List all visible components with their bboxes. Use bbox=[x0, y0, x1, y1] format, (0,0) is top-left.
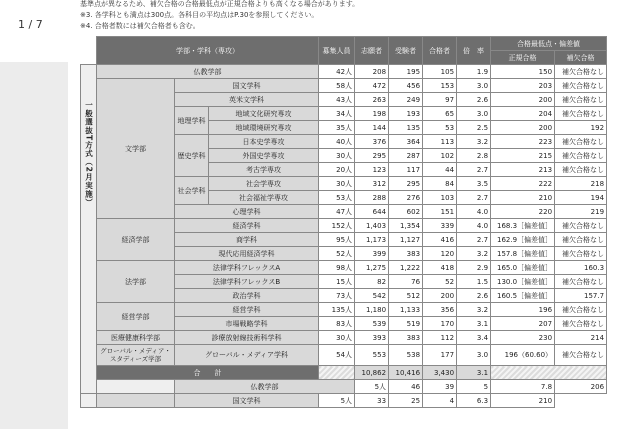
cell: 76 bbox=[389, 275, 423, 289]
row-name: 心理学科 bbox=[175, 205, 319, 219]
cell: 5人 bbox=[355, 380, 389, 394]
row-name: 外国史学専攻 bbox=[209, 149, 319, 163]
cell: 117 bbox=[389, 163, 423, 177]
row-name: 社会学専攻 bbox=[209, 177, 319, 191]
cell: 206 bbox=[555, 380, 607, 394]
group-name: 社会学科 bbox=[175, 177, 209, 205]
col-dept: 学部・学科（専攻） bbox=[97, 37, 319, 65]
cell: 3.2 bbox=[457, 135, 491, 149]
cell: 43人 bbox=[319, 93, 355, 107]
row-name: 仏教学部 bbox=[97, 65, 319, 79]
cell: 1,222 bbox=[389, 261, 423, 275]
cell: 215 bbox=[491, 149, 555, 163]
cell: 312 bbox=[355, 177, 389, 191]
cell: 補欠合格なし bbox=[555, 107, 607, 121]
cell: 5人 bbox=[319, 394, 355, 408]
cell: 168.3［偏差值］ bbox=[491, 219, 555, 233]
cell: 1,403 bbox=[355, 219, 389, 233]
cell: 288 bbox=[355, 191, 389, 205]
cell: 7.8 bbox=[491, 380, 555, 394]
cell: 472 bbox=[355, 79, 389, 93]
cell: 162.9［偏差值］ bbox=[491, 233, 555, 247]
cell: 150 bbox=[491, 65, 555, 79]
cell: 602 bbox=[389, 205, 423, 219]
cell: 97 bbox=[423, 93, 457, 107]
group-name: 経済学部 bbox=[97, 219, 175, 261]
cell: 3.1 bbox=[457, 366, 491, 380]
cell: 152人 bbox=[319, 219, 355, 233]
section-label-cell bbox=[81, 65, 97, 394]
cell: 33 bbox=[355, 394, 389, 408]
row-name: 診療放射線技術科学科 bbox=[175, 331, 319, 345]
table-row bbox=[81, 261, 607, 275]
section-label: 一般選抜T方式（2月実施） bbox=[84, 101, 94, 207]
cell: 170 bbox=[423, 317, 457, 331]
cell: 153 bbox=[423, 79, 457, 93]
cell: 補欠合格なし bbox=[555, 247, 607, 261]
cell: 123 bbox=[355, 163, 389, 177]
cell: 補欠合格なし bbox=[555, 233, 607, 247]
cell: 40人 bbox=[319, 135, 355, 149]
cell: 10,416 bbox=[389, 366, 423, 380]
cell: 1,180 bbox=[355, 303, 389, 317]
cell: 2.6 bbox=[457, 93, 491, 107]
cell: 120 bbox=[423, 247, 457, 261]
cell: 200 bbox=[423, 289, 457, 303]
cell: 1,127 bbox=[389, 233, 423, 247]
cell: 456 bbox=[389, 79, 423, 93]
cell: 542 bbox=[355, 289, 389, 303]
admission-results-table bbox=[80, 36, 607, 408]
cell: 30人 bbox=[319, 149, 355, 163]
cell: 3.4 bbox=[457, 331, 491, 345]
document-page bbox=[72, 0, 640, 429]
cell: 補欠合格なし bbox=[555, 275, 607, 289]
cell: 105 bbox=[423, 65, 457, 79]
cell: 42人 bbox=[319, 65, 355, 79]
cell: 210 bbox=[491, 394, 555, 408]
cell: 165.0［偏差值］ bbox=[491, 261, 555, 275]
cell: 補欠合格なし bbox=[555, 79, 607, 93]
cell: 1,133 bbox=[389, 303, 423, 317]
cell: 補欠合格なし bbox=[555, 303, 607, 317]
group-name: 歴史学科 bbox=[175, 135, 209, 177]
cell: 82 bbox=[355, 275, 389, 289]
row-name: 市場戦略学科 bbox=[175, 317, 319, 331]
cell: 65 bbox=[423, 107, 457, 121]
cell: 98人 bbox=[319, 261, 355, 275]
cell: 2.7 bbox=[457, 233, 491, 247]
cell: 200 bbox=[491, 121, 555, 135]
cell: 3,430 bbox=[423, 366, 457, 380]
cell: 383 bbox=[389, 247, 423, 261]
cell: 220 bbox=[491, 205, 555, 219]
cell: 3.2 bbox=[457, 247, 491, 261]
cell: 219 bbox=[555, 205, 607, 219]
row-name: 仏教学部 bbox=[175, 380, 355, 394]
cell: 103 bbox=[423, 191, 457, 205]
cell: 193 bbox=[389, 107, 423, 121]
cell: 200 bbox=[491, 93, 555, 107]
cell: 1,173 bbox=[355, 233, 389, 247]
cell: 151 bbox=[423, 205, 457, 219]
cell: 6.3 bbox=[457, 394, 491, 408]
table-row bbox=[81, 380, 607, 394]
cell: 295 bbox=[389, 177, 423, 191]
cell: 30人 bbox=[319, 331, 355, 345]
cell: 160.3 bbox=[555, 261, 607, 275]
row-name: 法律学科フレックスA bbox=[175, 261, 319, 275]
cell: 135人 bbox=[319, 303, 355, 317]
page-indicator: 1 / 7 bbox=[18, 18, 43, 31]
cell: 95人 bbox=[319, 233, 355, 247]
cell: 4.0 bbox=[457, 219, 491, 233]
cell: 4.0 bbox=[457, 205, 491, 219]
cell: 214 bbox=[555, 331, 607, 345]
cell: 1.5 bbox=[457, 275, 491, 289]
group-name: 医療健康科学部 bbox=[97, 331, 175, 345]
cell: 補欠合格なし bbox=[555, 163, 607, 177]
cell: 157.8［偏差值］ bbox=[491, 247, 555, 261]
cell: 339 bbox=[423, 219, 457, 233]
col-ratio: 倍 率 bbox=[457, 37, 491, 65]
cell: 249 bbox=[389, 93, 423, 107]
row-name: 商学科 bbox=[175, 233, 319, 247]
cell: 196 bbox=[491, 303, 555, 317]
cell: 30人 bbox=[319, 177, 355, 191]
cell: 295 bbox=[355, 149, 389, 163]
cell: 383 bbox=[389, 331, 423, 345]
cell: 15人 bbox=[319, 275, 355, 289]
cell: 52 bbox=[423, 275, 457, 289]
table-row bbox=[81, 345, 607, 366]
group-name: 経営学部 bbox=[97, 303, 175, 331]
cell: 3.0 bbox=[457, 345, 491, 366]
row-name: 政治学科 bbox=[175, 289, 319, 303]
cell: 416 bbox=[423, 233, 457, 247]
col-applicants: 志願者 bbox=[355, 37, 389, 65]
cell: 補欠合格なし bbox=[555, 317, 607, 331]
row-name: 英米文学科 bbox=[175, 93, 319, 107]
cell: 20人 bbox=[319, 163, 355, 177]
total-label: 合 計 bbox=[97, 366, 319, 380]
total-row bbox=[81, 366, 607, 380]
cell: 538 bbox=[389, 345, 423, 366]
cell: 218 bbox=[555, 177, 607, 191]
cell: 34人 bbox=[319, 107, 355, 121]
cell: 157.7 bbox=[555, 289, 607, 303]
cell: 4 bbox=[423, 394, 457, 408]
cell: 52人 bbox=[319, 247, 355, 261]
cell: 53人 bbox=[319, 191, 355, 205]
cell: 356 bbox=[423, 303, 457, 317]
thumbnail-sidebar bbox=[0, 0, 68, 429]
cell: 補欠合格なし bbox=[555, 345, 607, 366]
row-name: 考古学専攻 bbox=[209, 163, 319, 177]
cell: 263 bbox=[355, 93, 389, 107]
cell: 207 bbox=[491, 317, 555, 331]
cell: 192 bbox=[555, 121, 607, 135]
cell: 512 bbox=[389, 289, 423, 303]
row-name: 地域文化研究専攻 bbox=[209, 107, 319, 121]
cell: 2.8 bbox=[457, 149, 491, 163]
cell: 補欠合格なし bbox=[555, 149, 607, 163]
cell: 644 bbox=[355, 205, 389, 219]
row-name: グローバル・メディア学科 bbox=[175, 345, 319, 366]
group-name: 地理学科 bbox=[175, 107, 209, 135]
cell: 198 bbox=[355, 107, 389, 121]
table-row bbox=[81, 79, 607, 93]
row-name: 現代応用経済学科 bbox=[175, 247, 319, 261]
row-name: 社会福祉学専攻 bbox=[209, 191, 319, 205]
cell: 83人 bbox=[319, 317, 355, 331]
cell: 3.5 bbox=[457, 177, 491, 191]
cell: 195 bbox=[389, 65, 423, 79]
cell: 213 bbox=[491, 163, 555, 177]
col-regular: 正規合格 bbox=[491, 51, 555, 65]
cell: 44 bbox=[423, 163, 457, 177]
cell: 25 bbox=[389, 394, 423, 408]
cell: 2.9 bbox=[457, 261, 491, 275]
cell: 399 bbox=[355, 247, 389, 261]
row-name: 国文学科 bbox=[175, 79, 319, 93]
cell: 39 bbox=[423, 380, 457, 394]
cell: 203 bbox=[491, 79, 555, 93]
cell: 223 bbox=[491, 135, 555, 149]
cell: 46 bbox=[389, 380, 423, 394]
col-waitlist: 補欠合格 bbox=[555, 51, 607, 65]
cell: 210 bbox=[491, 191, 555, 205]
table-row bbox=[81, 219, 607, 233]
cell: 204 bbox=[491, 107, 555, 121]
col-passers: 合格者 bbox=[423, 37, 457, 65]
cell: 144 bbox=[355, 121, 389, 135]
cell: 3.0 bbox=[457, 79, 491, 93]
cell: 112 bbox=[423, 331, 457, 345]
cell: 177 bbox=[423, 345, 457, 366]
col-examinees: 受験者 bbox=[389, 37, 423, 65]
table-row bbox=[81, 65, 607, 79]
cell: 10,862 bbox=[355, 366, 389, 380]
cell: 3.1 bbox=[457, 317, 491, 331]
cell: 287 bbox=[389, 149, 423, 163]
row-name: 地域環境研究専攻 bbox=[209, 121, 319, 135]
cell: 160.5［偏差值］ bbox=[491, 289, 555, 303]
cell: 2.7 bbox=[457, 191, 491, 205]
row-name: 法律学科フレックスB bbox=[175, 275, 319, 289]
table-row bbox=[81, 394, 607, 408]
table-row bbox=[81, 331, 607, 345]
cell: 53 bbox=[423, 121, 457, 135]
cell: 補欠合格なし bbox=[555, 219, 607, 233]
col-quota: 募集人員 bbox=[319, 37, 355, 65]
cell: 73人 bbox=[319, 289, 355, 303]
cell: 113 bbox=[423, 135, 457, 149]
group-name: グローバル・メディア・スタディーズ学部 bbox=[97, 345, 175, 366]
cell: 5 bbox=[457, 380, 491, 394]
group-name: 法学部 bbox=[97, 261, 175, 303]
cell: 35人 bbox=[319, 121, 355, 135]
cell: 539 bbox=[355, 317, 389, 331]
cell: 135 bbox=[389, 121, 423, 135]
cell: 130.0［偏差值］ bbox=[491, 275, 555, 289]
cell: 102 bbox=[423, 149, 457, 163]
cell: 1,354 bbox=[389, 219, 423, 233]
cell: 2.5 bbox=[457, 121, 491, 135]
row-name: 経済学科 bbox=[175, 219, 319, 233]
cell: 230 bbox=[491, 331, 555, 345]
cell: 2.6 bbox=[457, 289, 491, 303]
cell: 47人 bbox=[319, 205, 355, 219]
cell: 1,275 bbox=[355, 261, 389, 275]
cell: 3.0 bbox=[457, 107, 491, 121]
thumbnail-pane[interactable] bbox=[0, 62, 68, 429]
cell: 222 bbox=[491, 177, 555, 191]
cell: 1.9 bbox=[457, 65, 491, 79]
table-row bbox=[81, 303, 607, 317]
cell: 376 bbox=[355, 135, 389, 149]
cell: 2.7 bbox=[457, 163, 491, 177]
note-line: ※4. 合格者数には補欠合格者も含む。 bbox=[80, 22, 200, 30]
row-name: 国文学科 bbox=[175, 394, 319, 408]
cell: 196（60.60） bbox=[491, 345, 555, 366]
note-line: ※3. 各学科とも満点は300点。各科目の平均点はP.30を参照してください。 bbox=[80, 11, 319, 19]
group-name: 文学部 bbox=[97, 79, 175, 219]
col-minscore: 合格最低点・偏差値 bbox=[491, 37, 607, 51]
cell: 364 bbox=[389, 135, 423, 149]
cell: 補欠合格なし bbox=[555, 135, 607, 149]
row-name: 経営学科 bbox=[175, 303, 319, 317]
cell: 54人 bbox=[319, 345, 355, 366]
cell: 194 bbox=[555, 191, 607, 205]
cell: 418 bbox=[423, 261, 457, 275]
cell: 393 bbox=[355, 331, 389, 345]
cell: 補欠合格なし bbox=[555, 65, 607, 79]
cell: 84 bbox=[423, 177, 457, 191]
cell: 補欠合格なし bbox=[555, 93, 607, 107]
cell: 58人 bbox=[319, 79, 355, 93]
cell: 3.2 bbox=[457, 303, 491, 317]
note-line: 基準点が異なるため、補欠合格の合格最低点が正規合格よりも高くなる場合があります。 bbox=[80, 0, 360, 8]
cell: 208 bbox=[355, 65, 389, 79]
cell: 519 bbox=[389, 317, 423, 331]
cell: 553 bbox=[355, 345, 389, 366]
cell: 276 bbox=[389, 191, 423, 205]
row-name: 日本史学専攻 bbox=[209, 135, 319, 149]
